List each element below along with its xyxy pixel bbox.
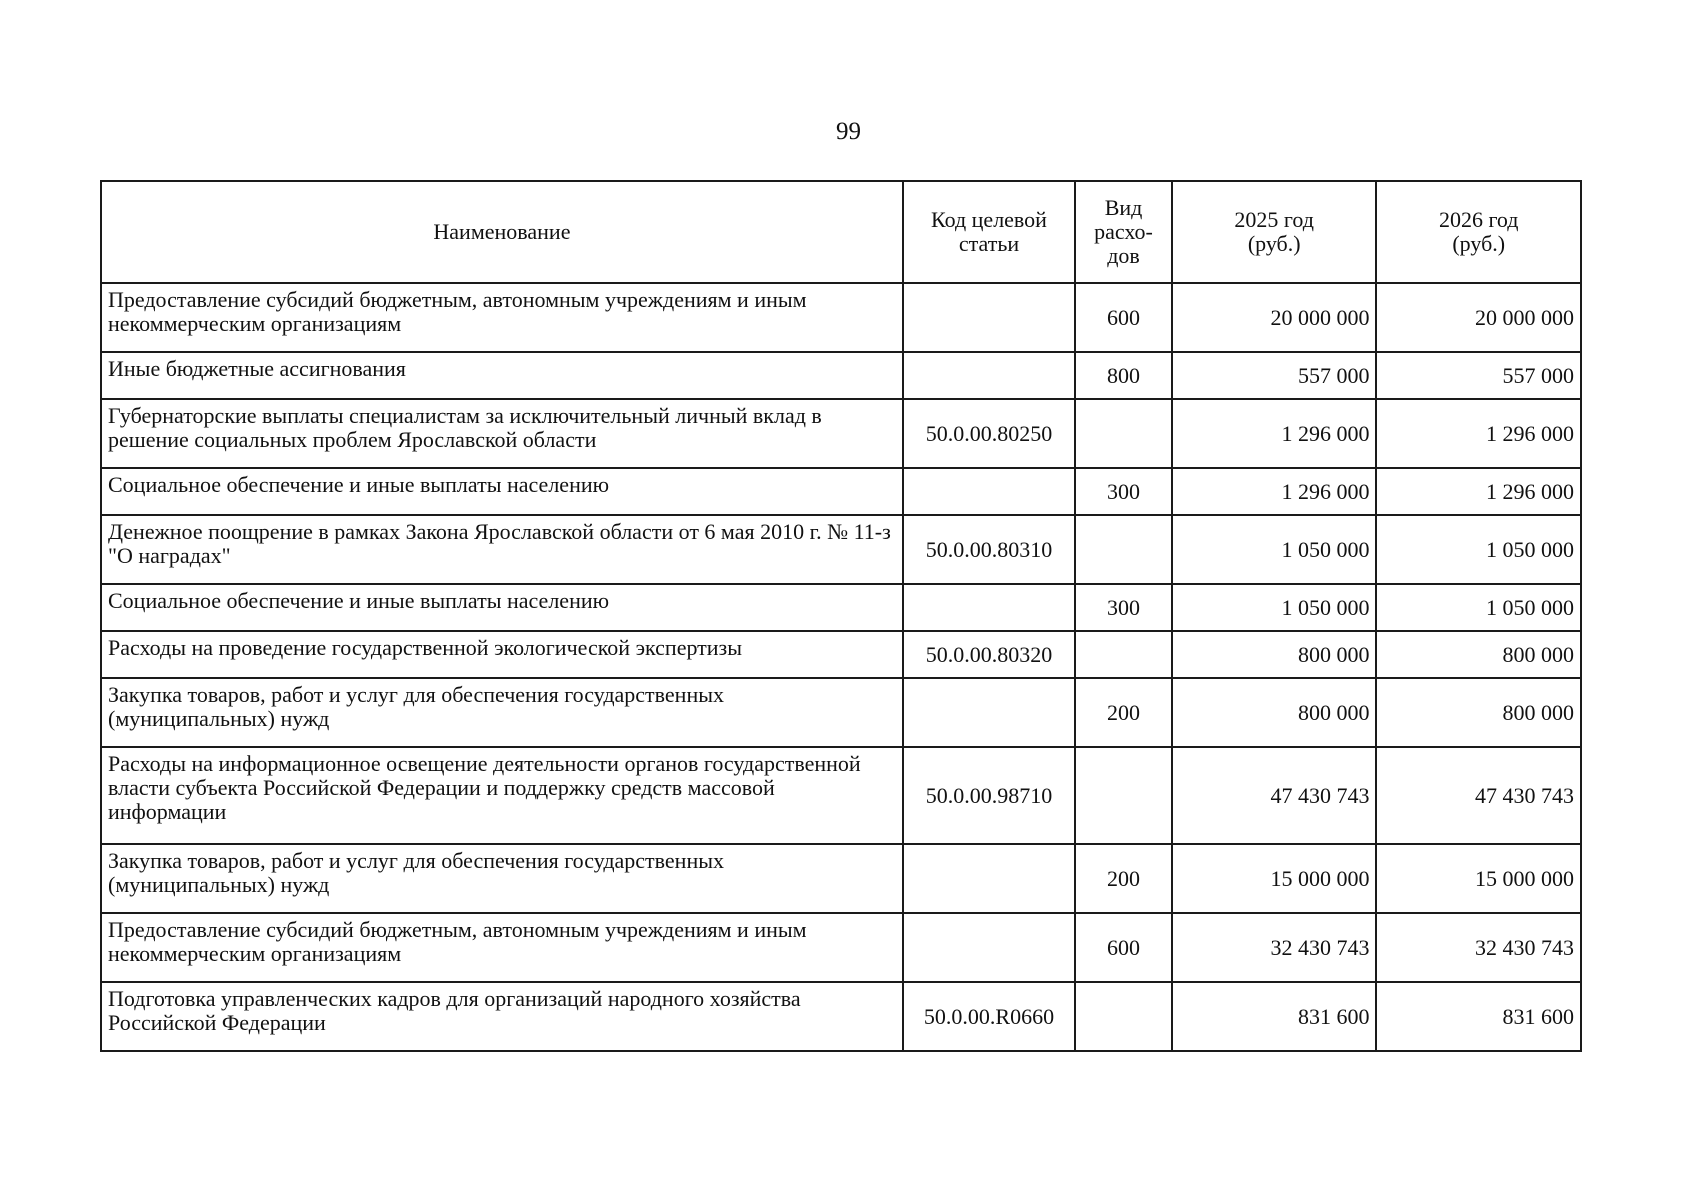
budget-table [100,180,1582,1052]
row-amount-2026: 800 000 [1376,631,1581,678]
row-amount-2026: 20 000 000 [1376,283,1581,352]
header-code [903,181,1075,283]
row-code: 50.0.00.R0660 [903,982,1075,1051]
table-row [101,747,1581,844]
row-amount-2025: 800 000 [1172,631,1377,678]
row-code: 50.0.00.98710 [903,747,1075,844]
row-name: Социальное обеспечение и иные выплаты населению [101,468,903,515]
row-code [903,913,1075,982]
header-kind-line3: дов [1107,243,1140,268]
header-code-line2: статьи [958,231,1020,256]
row-amount-2026: 800 000 [1376,678,1581,747]
row-kind: 300 [1075,584,1172,631]
row-name: Расходы на проведение государственной экологической экспертизы [101,631,903,678]
row-amount-2026: 1 296 000 [1376,468,1581,515]
row-amount-2025: 557 000 [1172,352,1377,399]
row-amount-2026: 47 430 743 [1376,747,1581,844]
table-row [101,399,1581,468]
row-kind: 200 [1075,844,1172,913]
row-code: 50.0.00.80310 [903,515,1075,584]
row-code: 50.0.00.80250 [903,399,1075,468]
header-2026 [1376,181,1581,283]
header-2025 [1172,181,1377,283]
row-amount-2026: 831 600 [1376,982,1581,1051]
row-name: Подготовка управленческих кадров для организаций народного хозяйства Российской Федерации [101,982,903,1051]
table-row [101,678,1581,747]
row-amount-2026: 1 050 000 [1376,515,1581,584]
row-amount-2025: 831 600 [1172,982,1377,1051]
row-amount-2025: 15 000 000 [1172,844,1377,913]
table-row [101,844,1581,913]
row-name: Денежное поощрение в рамках Закона Ярославской области от 6 мая 2010 г. № 11-з "О наградах" [101,515,903,584]
row-amount-2026: 1 296 000 [1376,399,1581,468]
header-2026-line2: (руб.) [1452,231,1506,256]
row-code [903,584,1075,631]
table-row [101,631,1581,678]
row-name: Губернаторские выплаты специалистам за исключительный личный вклад в решение социальных проблем Ярославской области [101,399,903,468]
table-row [101,352,1581,399]
table-row [101,584,1581,631]
row-amount-2025: 800 000 [1172,678,1377,747]
row-code [903,468,1075,515]
header-kind [1075,181,1172,283]
row-kind: 200 [1075,678,1172,747]
row-amount-2026: 1 050 000 [1376,584,1581,631]
table-row [101,283,1581,352]
table-row [101,515,1581,584]
row-code [903,352,1075,399]
row-kind: 800 [1075,352,1172,399]
header-2025-line1: 2025 год [1234,207,1314,232]
row-kind: 600 [1075,283,1172,352]
row-code [903,844,1075,913]
row-amount-2025: 32 430 743 [1172,913,1377,982]
row-name: Закупка товаров, работ и услуг для обеспечения государственных (муниципальных) нужд [101,844,903,913]
row-amount-2025: 1 296 000 [1172,399,1377,468]
header-2025-line2: (руб.) [1247,231,1301,256]
row-amount-2025: 1 296 000 [1172,468,1377,515]
row-name: Предоставление субсидий бюджетным, автономным учреждениям и иным некоммерческим организациям [101,283,903,352]
row-amount-2026: 15 000 000 [1376,844,1581,913]
row-kind [1075,982,1172,1051]
header-code-line1: Код целевой [931,207,1047,232]
row-amount-2026: 32 430 743 [1376,913,1581,982]
row-amount-2025: 1 050 000 [1172,515,1377,584]
row-kind: 600 [1075,913,1172,982]
row-kind [1075,631,1172,678]
row-name: Расходы на информационное освещение деятельности органов государственной власти субъекта Российской Федерации и поддержку средств массовой информации [101,747,903,844]
table-header-row [101,181,1581,283]
row-amount-2025: 47 430 743 [1172,747,1377,844]
row-code [903,678,1075,747]
row-amount-2025: 1 050 000 [1172,584,1377,631]
row-code: 50.0.00.80320 [903,631,1075,678]
table-row [101,913,1581,982]
row-kind: 300 [1075,468,1172,515]
header-2026-line1: 2026 год [1438,207,1519,232]
row-amount-2026: 557 000 [1376,352,1581,399]
row-kind [1075,515,1172,584]
header-kind-line2: расхо- [1094,219,1153,244]
row-code [903,283,1075,352]
header-name-label: Наименование [433,219,571,244]
row-amount-2025: 20 000 000 [1172,283,1377,352]
row-name: Иные бюджетные ассигнования [101,352,903,399]
header-name [101,181,903,283]
row-kind [1075,747,1172,844]
row-kind [1075,399,1172,468]
row-name: Социальное обеспечение и иные выплаты населению [101,584,903,631]
row-name: Закупка товаров, работ и услуг для обеспечения государственных (муниципальных) нужд [101,678,903,747]
row-name: Предоставление субсидий бюджетным, автономным учреждениям и иным некоммерческим организациям [101,913,903,982]
header-kind-line1: Вид [1104,195,1143,220]
page-number: 99 [836,118,861,145]
table-row [101,982,1581,1051]
table-row [101,468,1581,515]
